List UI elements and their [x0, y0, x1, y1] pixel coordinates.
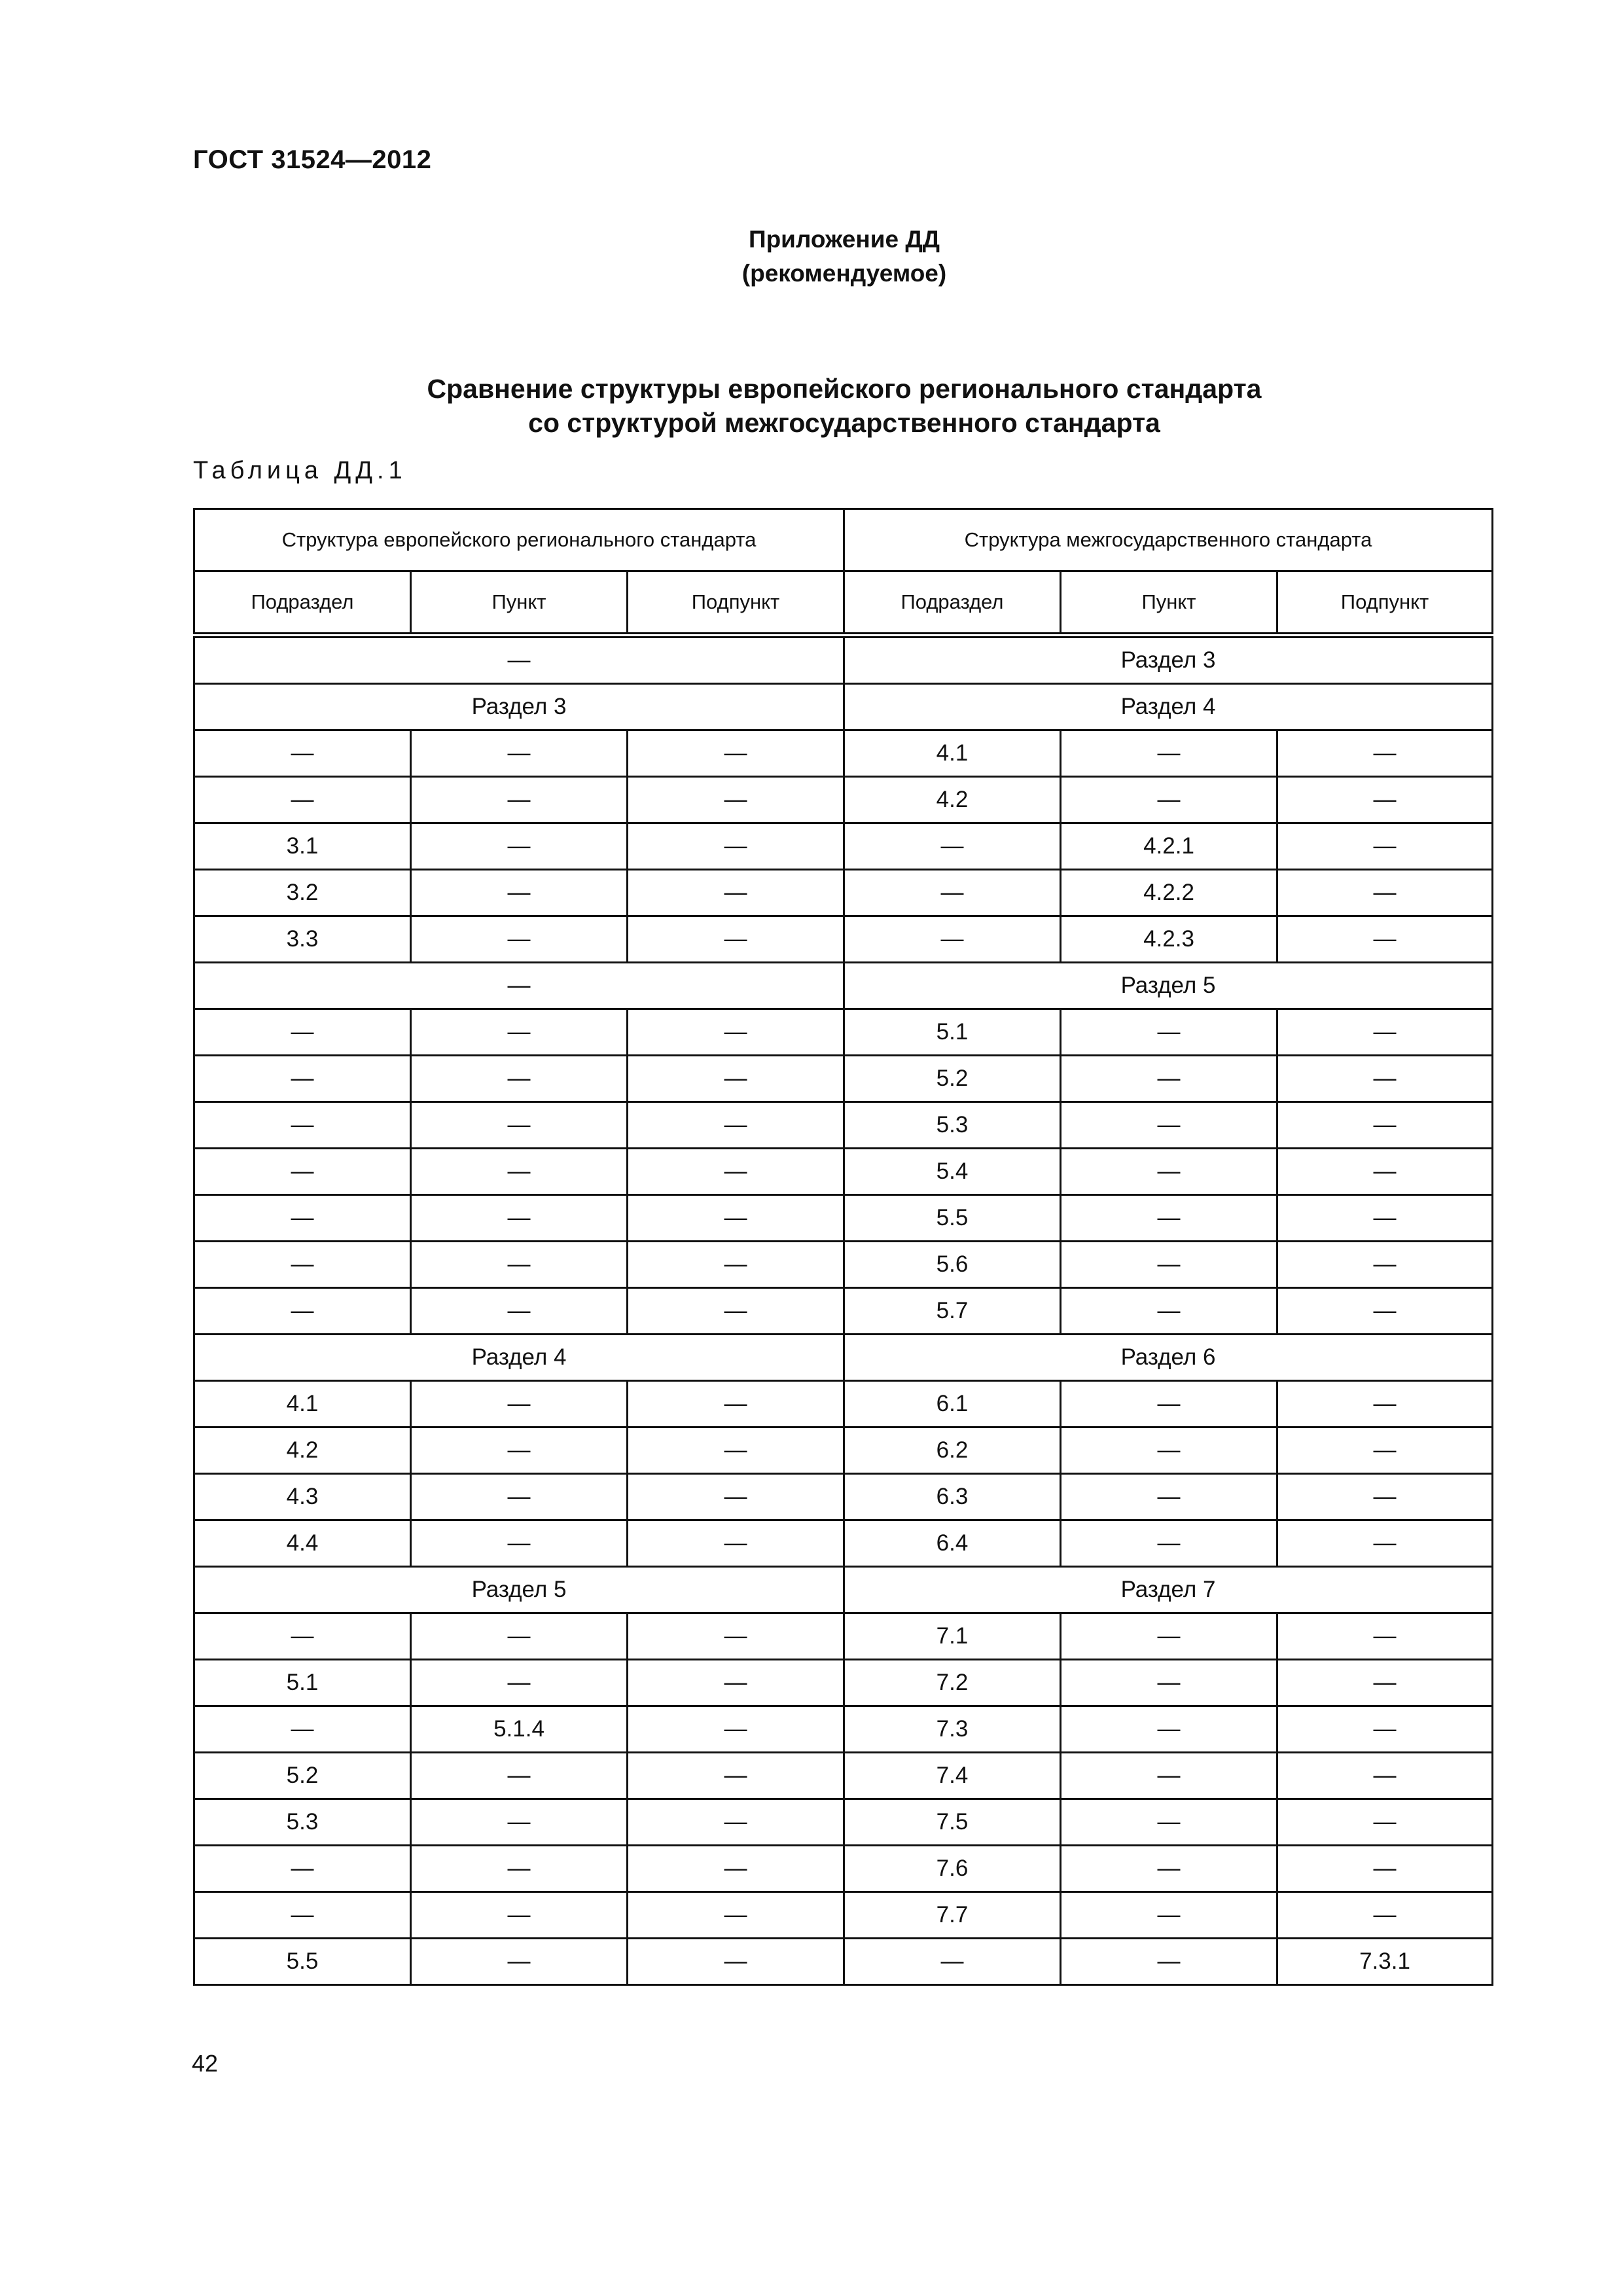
table-title-line-2: со структурой межгосударственного стандарта: [528, 408, 1160, 438]
table-cell: —: [1277, 1242, 1493, 1288]
table-cell: 4.2: [844, 777, 1061, 823]
table-cell: —: [1061, 1195, 1277, 1242]
table-cell: —: [1061, 1381, 1277, 1427]
table-cell: —: [1061, 1427, 1277, 1474]
table-row: [194, 730, 1493, 777]
table-row: [194, 1381, 1493, 1427]
column-header: Пункт: [411, 571, 628, 636]
section-cell-left: —: [194, 636, 844, 684]
table-cell: —: [1061, 1102, 1277, 1149]
table-cell: —: [1277, 1799, 1493, 1846]
table-title: [0, 372, 1623, 440]
table-cell: —: [1061, 1056, 1277, 1102]
comparison-table: [193, 508, 1493, 1986]
table-cell: 4.1: [194, 1381, 411, 1427]
table-row: [194, 1427, 1493, 1474]
page-number: 42: [192, 2050, 219, 2077]
table-row: [194, 916, 1493, 963]
table-cell: —: [628, 1288, 844, 1335]
table-cell: —: [628, 777, 844, 823]
table-cell: —: [411, 777, 628, 823]
table-cell: —: [628, 1149, 844, 1195]
section-cell-left: —: [194, 963, 844, 1009]
table-cell: —: [411, 1753, 628, 1799]
table-cell: —: [411, 1892, 628, 1939]
table-cell: —: [1061, 1706, 1277, 1753]
table-cell: —: [1061, 1288, 1277, 1335]
column-header: Подраздел: [844, 571, 1061, 636]
table-cell: —: [411, 1242, 628, 1288]
table-cell: —: [194, 1706, 411, 1753]
table-cell: —: [194, 1102, 411, 1149]
section-cell-left: Раздел 4: [194, 1335, 844, 1381]
table-cell: —: [628, 1520, 844, 1567]
table-cell: 5.1: [844, 1009, 1061, 1056]
section-row: [194, 1335, 1493, 1381]
table-cell: —: [1277, 1056, 1493, 1102]
table-cell: 4.2.2: [1061, 870, 1277, 916]
table-cell: 5.3: [844, 1102, 1061, 1149]
table-cell: —: [628, 1892, 844, 1939]
table-row: [194, 1939, 1493, 1985]
table-cell: —: [1061, 1474, 1277, 1520]
table-cell: —: [411, 1427, 628, 1474]
table-cell: —: [411, 1613, 628, 1660]
table-cell: —: [1061, 1009, 1277, 1056]
section-cell-left: Раздел 5: [194, 1567, 844, 1613]
table-cell: 5.2: [194, 1753, 411, 1799]
table-cell: —: [1061, 1242, 1277, 1288]
appendix-status: (рекомендуемое): [741, 260, 947, 287]
table-cell: —: [1277, 1102, 1493, 1149]
column-header-row: [194, 571, 1493, 636]
table-row: [194, 1892, 1493, 1939]
table-row: [194, 1706, 1493, 1753]
table-cell: 6.1: [844, 1381, 1061, 1427]
table-cell: 4.4: [194, 1520, 411, 1567]
table-cell: —: [194, 1149, 411, 1195]
table-cell: —: [628, 1056, 844, 1102]
table-cell: —: [1061, 730, 1277, 777]
table-cell: 7.2: [844, 1660, 1061, 1706]
table-label: Таблица ДД.1: [193, 457, 407, 484]
table-cell: 4.3: [194, 1474, 411, 1520]
table-cell: —: [411, 823, 628, 870]
table-cell: 5.5: [844, 1195, 1061, 1242]
european-structure-header: Структура европейского регионального стандарта: [194, 509, 844, 571]
table-cell: —: [1277, 1520, 1493, 1567]
table-cell: 6.2: [844, 1427, 1061, 1474]
table-cell: —: [628, 916, 844, 963]
table-cell: —: [411, 916, 628, 963]
table-cell: —: [1277, 1706, 1493, 1753]
table-cell: 7.7: [844, 1892, 1061, 1939]
table-row: [194, 1149, 1493, 1195]
column-header: Пункт: [1061, 571, 1277, 636]
table-cell: —: [628, 1939, 844, 1985]
table-cell: —: [1277, 870, 1493, 916]
column-header: Подраздел: [194, 571, 411, 636]
table-cell: 3.2: [194, 870, 411, 916]
table-cell: —: [844, 1939, 1061, 1985]
table-cell: —: [628, 1660, 844, 1706]
table-cell: —: [1277, 1381, 1493, 1427]
table-cell: —: [194, 1242, 411, 1288]
table-cell: —: [1277, 1613, 1493, 1660]
table-row: [194, 1288, 1493, 1335]
table-cell: —: [1277, 1846, 1493, 1892]
table-cell: —: [1277, 777, 1493, 823]
table-row: [194, 1242, 1493, 1288]
table-cell: 6.4: [844, 1520, 1061, 1567]
section-cell-right: Раздел 6: [844, 1335, 1493, 1381]
table-cell: —: [628, 1706, 844, 1753]
table-cell: —: [1061, 1892, 1277, 1939]
table-cell: —: [628, 730, 844, 777]
interstate-structure-header: Структура межгосударственного стандарта: [844, 509, 1493, 571]
appendix-title: Приложение ДД: [748, 226, 940, 253]
table-cell: —: [1061, 1520, 1277, 1567]
table-cell: —: [411, 1660, 628, 1706]
table-cell: —: [1277, 1892, 1493, 1939]
section-row: [194, 636, 1493, 684]
table-cell: —: [1277, 1009, 1493, 1056]
table-cell: —: [1277, 1474, 1493, 1520]
table-cell: —: [628, 1474, 844, 1520]
table-cell: —: [1277, 1427, 1493, 1474]
table-cell: 5.5: [194, 1939, 411, 1985]
table-cell: 4.2.3: [1061, 916, 1277, 963]
table-row: [194, 1799, 1493, 1846]
table-cell: —: [411, 1520, 628, 1567]
section-cell-right: Раздел 4: [844, 684, 1493, 730]
table-cell: —: [411, 870, 628, 916]
table-title-line-1: Сравнение структуры европейского регионального стандарта: [427, 374, 1262, 404]
table-cell: —: [194, 1056, 411, 1102]
table-cell: 5.1: [194, 1660, 411, 1706]
table-cell: 5.6: [844, 1242, 1061, 1288]
section-cell-right: Раздел 5: [844, 963, 1493, 1009]
table-cell: —: [628, 1102, 844, 1149]
table-cell: —: [411, 1009, 628, 1056]
table-cell: 4.2.1: [1061, 823, 1277, 870]
table-row: [194, 1056, 1493, 1102]
column-header: Подпункт: [628, 571, 844, 636]
table-cell: —: [194, 777, 411, 823]
table-cell: —: [1061, 1149, 1277, 1195]
table-row: [194, 1009, 1493, 1056]
table-cell: 3.1: [194, 823, 411, 870]
table-cell: —: [628, 870, 844, 916]
table-cell: —: [628, 823, 844, 870]
section-cell-right: Раздел 3: [844, 636, 1493, 684]
table-cell: 3.3: [194, 916, 411, 963]
section-cell-left: Раздел 3: [194, 684, 844, 730]
table-cell: —: [1061, 1613, 1277, 1660]
table-cell: —: [628, 1009, 844, 1056]
table-cell: —: [1061, 1846, 1277, 1892]
section-row: [194, 684, 1493, 730]
table-cell: —: [628, 1799, 844, 1846]
table-row: [194, 1846, 1493, 1892]
table-cell: —: [411, 1149, 628, 1195]
table-cell: 5.3: [194, 1799, 411, 1846]
table-cell: —: [194, 1195, 411, 1242]
table-row: [194, 777, 1493, 823]
table-cell: 5.2: [844, 1056, 1061, 1102]
table-cell: —: [1061, 1799, 1277, 1846]
table-cell: —: [1061, 1753, 1277, 1799]
table-cell: —: [1277, 730, 1493, 777]
table-cell: —: [1061, 1939, 1277, 1985]
table-cell: —: [628, 1427, 844, 1474]
table-cell: —: [628, 1195, 844, 1242]
section-cell-right: Раздел 7: [844, 1567, 1493, 1613]
table-cell: 6.3: [844, 1474, 1061, 1520]
table-cell: 7.4: [844, 1753, 1061, 1799]
table-cell: —: [628, 1381, 844, 1427]
table-cell: —: [844, 823, 1061, 870]
table-cell: —: [194, 730, 411, 777]
table-cell: —: [194, 1892, 411, 1939]
table-cell: —: [411, 1474, 628, 1520]
section-row: [194, 963, 1493, 1009]
table-cell: —: [628, 1242, 844, 1288]
table-cell: 7.5: [844, 1799, 1061, 1846]
table-cell: 4.1: [844, 730, 1061, 777]
table-body: [194, 636, 1493, 1985]
table-cell: —: [1277, 1753, 1493, 1799]
table-row: [194, 1660, 1493, 1706]
table-cell: 7.3: [844, 1706, 1061, 1753]
table-row: [194, 1195, 1493, 1242]
table-cell: —: [628, 1846, 844, 1892]
table-cell: —: [411, 1381, 628, 1427]
table-cell: 5.4: [844, 1149, 1061, 1195]
table-row: [194, 1474, 1493, 1520]
table-cell: —: [411, 1846, 628, 1892]
table-cell: —: [411, 1102, 628, 1149]
table-cell: —: [194, 1009, 411, 1056]
table-cell: —: [1277, 1660, 1493, 1706]
table-cell: —: [628, 1753, 844, 1799]
table-row: [194, 1613, 1493, 1660]
table-cell: —: [844, 870, 1061, 916]
table-cell: —: [194, 1288, 411, 1335]
table-cell: —: [411, 1056, 628, 1102]
group-header-row: [194, 509, 1493, 571]
table-row: [194, 1102, 1493, 1149]
table-cell: —: [1061, 777, 1277, 823]
table-cell: 7.1: [844, 1613, 1061, 1660]
table-cell: 5.1.4: [411, 1706, 628, 1753]
table-row: [194, 823, 1493, 870]
table-cell: —: [411, 1195, 628, 1242]
table-cell: —: [1277, 916, 1493, 963]
document-code: ГОСТ 31524—2012: [193, 145, 432, 174]
table-cell: —: [411, 730, 628, 777]
table-cell: —: [844, 916, 1061, 963]
section-row: [194, 1567, 1493, 1613]
table-cell: —: [194, 1846, 411, 1892]
table-cell: —: [194, 1613, 411, 1660]
table-cell: 4.2: [194, 1427, 411, 1474]
table-cell: —: [411, 1288, 628, 1335]
table-cell: 5.7: [844, 1288, 1061, 1335]
table-cell: 7.6: [844, 1846, 1061, 1892]
appendix-heading: [0, 223, 1623, 291]
table-cell: —: [1277, 1149, 1493, 1195]
table-row: [194, 1520, 1493, 1567]
table-cell: —: [1277, 1195, 1493, 1242]
table-cell: 7.3.1: [1277, 1939, 1493, 1985]
table-cell: —: [628, 1613, 844, 1660]
column-header: Подпункт: [1277, 571, 1493, 636]
table-cell: —: [411, 1939, 628, 1985]
table-row: [194, 870, 1493, 916]
table-cell: —: [1061, 1660, 1277, 1706]
table-cell: —: [411, 1799, 628, 1846]
table-cell: —: [1277, 1288, 1493, 1335]
table-row: [194, 1753, 1493, 1799]
table-cell: —: [1277, 823, 1493, 870]
